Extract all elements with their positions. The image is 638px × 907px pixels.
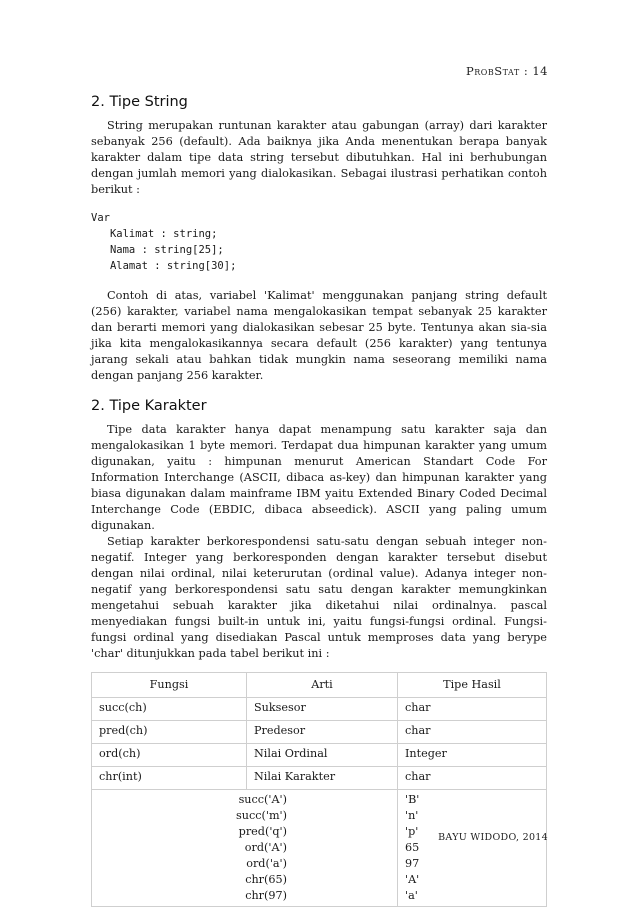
table-cell: Predesor	[247, 721, 398, 744]
example-expression: chr(97)	[245, 889, 287, 902]
examples-results	[398, 790, 547, 907]
example-result: 'A'	[405, 873, 420, 886]
example-result: 'B'	[405, 793, 420, 806]
examples-row	[92, 790, 547, 907]
page-header	[466, 64, 548, 78]
table-cell: chr(int)	[92, 767, 247, 790]
karakter-paragraph-1: Tipe data karakter hanya dapat menampung satu karakter saja dan mengalokasikan 1 byte memori. Terdapat dua himpunan karakter yang umum digunakan, yaitu : himpunan menurut American Standart Code For Information Interchange (ASCII, dibaca as-key) dan himpunan karakter yang biasa digunakan dalam mainframe IBM yaitu Extended Binary Coded Decimal Interchange Code (EBDIC, dibaca abseedick). ASCII yang paling umum digunakan.	[91, 423, 547, 532]
column-header: Tipe Hasil	[398, 673, 547, 698]
karakter-paragraph-2: Setiap karakter berkorespondensi satu-satu dengan sebuah integer non-negatif. Integer yang berkoresponden dengan karakter tersebut disebut dengan nilai ordinal, nilai keterurutan (ordinal value). Adanya integer non-negatif yang berkorespondensi satu satu dengan karakter memungkinkan mengetahui sebuah karakter jika diketahui nilai ordinalnya. pascal menyediakan fungsi built-in untuk ini, yaitu fungsi-fungsi ordinal. Fungsi-fungsi ordinal yang disediakan Pascal untuk memproses data yang berype 'char' ditunjukkan pada tabel berikut ini :	[91, 535, 547, 660]
table-cell: char	[398, 721, 547, 744]
example-result: 'n'	[405, 809, 419, 822]
table-header-row	[92, 673, 547, 698]
table-cell: char	[398, 698, 547, 721]
table-cell: succ(ch)	[92, 698, 247, 721]
example-expression: ord('A')	[244, 841, 287, 854]
example-result: 'p'	[405, 825, 419, 838]
table-row	[92, 698, 547, 721]
string-paragraph-2: Contoh di atas, variabel 'Kalimat' menggunakan panjang string default (256) karakter, variabel nama mengalokasikan tempat sebanyak 25 karakter dan berarti memori yang dialokasikan sebesar 25 byte. Tentunya akan sia-sia jika kita mengalokasikannya secara default (256 karakter) yang tentunya jarang sekali atau bahkan tidak mungkin nama seseorang memiliki nama dengan panjang 256 karakter.	[91, 289, 547, 382]
code-block	[91, 210, 547, 274]
example-expression: succ('m')	[236, 809, 287, 822]
table-cell: pred(ch)	[92, 721, 247, 744]
header-brand: ProbStat	[466, 64, 520, 78]
string-paragraph-1: String merupakan runtunan karakter atau gabungan (array) dari karakter sebanyak 256 (default). Ada baiknya jika Anda menentukan berapa banyak karakter dalam tipe data string tersebut dibutuhkan. Hal ini berhubungan dengan jumlah memori yang dialokasikan. Sebagai ilustrasi perhatikan contoh berikut :	[91, 119, 547, 196]
table-row	[92, 744, 547, 767]
table-cell: Nilai Karakter	[247, 767, 398, 790]
example-result: 65	[405, 841, 420, 854]
ordinal-functions-table	[91, 672, 547, 907]
example-expression: succ('A')	[238, 793, 287, 806]
examples-expressions	[92, 790, 398, 907]
table-cell: Integer	[398, 744, 547, 767]
example-result: 'a'	[405, 889, 418, 902]
section-title-karakter: 2. Tipe Karakter	[91, 398, 207, 414]
column-header: Arti	[247, 673, 398, 698]
table-cell: Suksesor	[247, 698, 398, 721]
table-cell: char	[398, 767, 547, 790]
page-number: 14	[532, 64, 548, 78]
code-line: Kalimat : string;	[91, 228, 218, 240]
example-result: 97	[405, 857, 420, 870]
code-line: Var	[91, 212, 110, 224]
table-row	[92, 767, 547, 790]
code-line: Nama : string[25];	[91, 244, 224, 256]
table-cell: Nilai Ordinal	[247, 744, 398, 767]
example-expression: pred('q')	[238, 825, 287, 838]
column-header: Fungsi	[92, 673, 247, 698]
table-cell: ord(ch)	[92, 744, 247, 767]
page-footer: BAYU WIDODO, 2014	[438, 832, 548, 843]
section-title-string: 2. Tipe String	[91, 94, 188, 110]
header-separator: :	[519, 64, 533, 78]
example-expression: ord('a')	[246, 857, 287, 870]
table-row	[92, 721, 547, 744]
example-expression: chr(65)	[245, 873, 287, 886]
code-line: Alamat : string[30];	[91, 260, 237, 272]
page-content	[91, 94, 547, 907]
